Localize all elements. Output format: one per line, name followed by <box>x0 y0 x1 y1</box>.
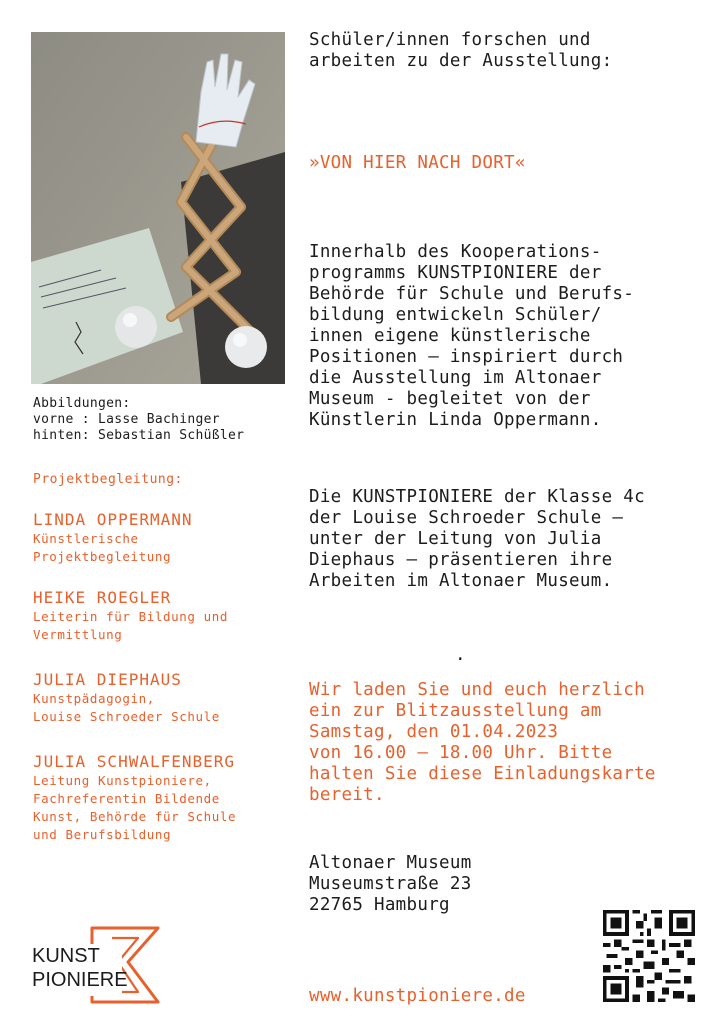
person-linda-oppermann <box>33 510 293 566</box>
person-name: HEIKE ROEGLER <box>33 588 172 607</box>
logo-k-mark <box>30 924 162 1006</box>
person-role: Kunstpädagogin, Louise Schroeder Schule <box>33 691 220 724</box>
person-julia-diephaus <box>33 670 293 726</box>
person-role: Leitung Kunstpioniere, Fachreferentin Bildende Kunst, Behörde für Schule und Berufsbildung <box>33 773 237 842</box>
program-description: Innerhalb des Kooperations- programms KUNSTPIONIERE der Behörde für Schule und Berufs- bildung entwickeln Schüler/ innen eigene künstlerische Positionen – inspiriert durch die Ausstellung im Altonaer Museum - begleitet von der Künstlerin Linda Oppermann. <box>309 242 635 430</box>
person-name: LINDA OPPERMANN <box>33 510 193 529</box>
separator-dot: . <box>455 645 466 665</box>
project-team-heading: Projektbegleitung: <box>33 472 183 487</box>
caption-line-2: vorne : Lasse Bachinger <box>33 412 220 427</box>
photo-caption <box>33 396 244 444</box>
website-link[interactable]: www.kunstpioniere.de <box>309 986 526 1006</box>
caption-line-1: Abbildungen: <box>33 396 131 411</box>
person-name: JULIA SCHWALFENBERG <box>33 752 236 771</box>
exhibition-title: »VON HIER NACH DORT« <box>309 153 526 173</box>
museum-address: Altonaer Museum Museumstraße 23 22765 Hamburg <box>309 853 472 915</box>
caption-line-3: hinten: Sebastian Schüßler <box>33 428 245 443</box>
person-julia-schwalfenberg <box>33 752 293 844</box>
person-name: JULIA DIEPHAUS <box>33 670 182 689</box>
photo-illustration <box>31 32 285 384</box>
person-heike-roegler <box>33 588 293 644</box>
person-role: Leiterin für Bildung und Vermittlung <box>33 609 229 642</box>
class-description: Die KUNSTPIONIERE der Klasse 4c der Louise Schroeder Schule – unter der Leitung von Julia Diephaus – präsentieren ihre Arbeiten im Altonaer Museum. <box>309 487 645 591</box>
qr-code[interactable] <box>603 910 695 1002</box>
person-role: Künstlerische Projektbegleitung <box>33 531 172 564</box>
intro-text: Schüler/innen forschen und arbeiten zu der Ausstellung: <box>309 30 613 71</box>
exhibition-photo <box>31 32 285 384</box>
kunstpioniere-logo <box>30 924 162 1006</box>
logo-word-kunst: KUNST <box>32 945 100 967</box>
logo-word-pioniere: PIONIERE <box>32 969 128 991</box>
qr-code-graphic <box>603 910 695 1002</box>
invitation-text: Wir laden Sie und euch herzlich ein zur Blitzausstellung am Samstag, den 01.04.2023 von 16.00 – 18.00 Uhr. Bitte halten Sie diese Einladungskarte bereit. <box>309 680 656 805</box>
